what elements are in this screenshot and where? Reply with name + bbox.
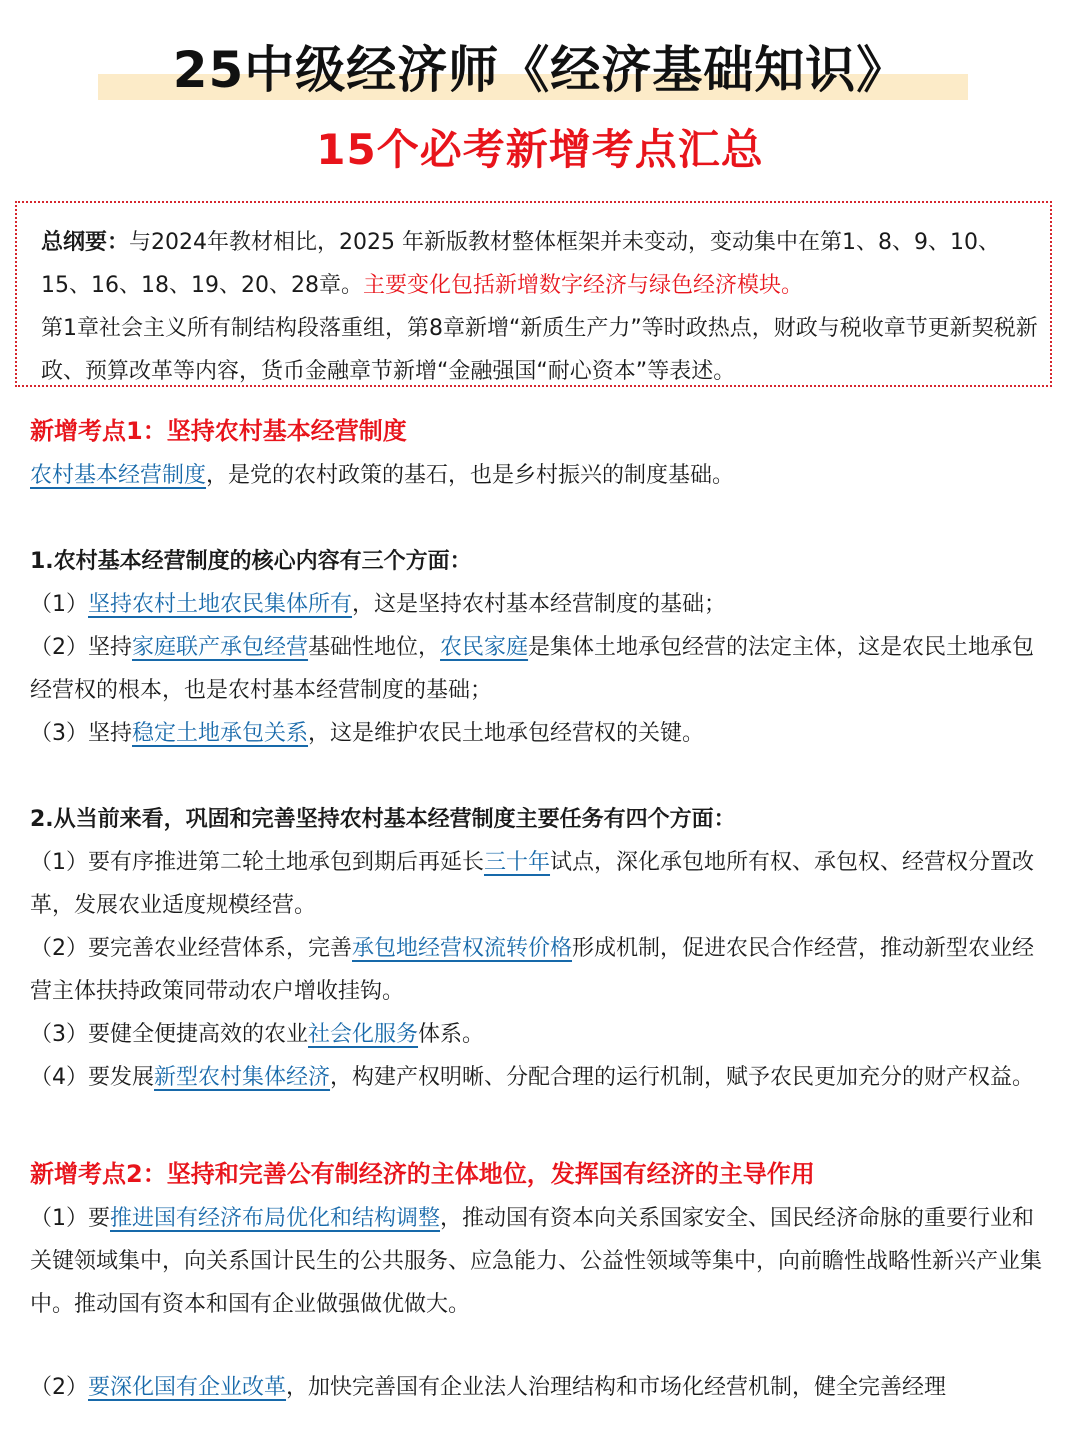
item-text: 试点，深化承包地所有权、承包权、经营权分置改革，发展农业适度规模经营。 [30, 850, 1035, 918]
keyword: 承包地经营权流转价格 [352, 936, 573, 961]
list-item [30, 1013, 1050, 1056]
page-subtitle: 15个必考新增考点汇总 [316, 125, 764, 174]
item-text: 是集体土地承包经营的法定主体，这是农民土地承包经营权的根本，也是农村基本经营制度的基础； [30, 635, 1035, 703]
keyword: 新型农村集体经济 [154, 1065, 331, 1090]
spacer [30, 755, 1050, 798]
item-text: ，这是坚持农村基本经营制度的基础； [352, 592, 727, 617]
item-text: ，构建产权明晰、分配合理的运行机制，赋予农民更加充分的财产权益。 [330, 1065, 1035, 1090]
keyword: 要深化国有企业改革 [88, 1375, 287, 1400]
item-text: 形成机制，促进农民合作经营，推动新型农业经营主体扶持政策同带动农户增收挂钩。 [30, 936, 1035, 1004]
summary-paragraph-1 [41, 221, 1038, 307]
keyword: 社会化服务 [308, 1022, 419, 1047]
summary-paragraph-2: 第1章社会主义所有制结构段落重组，第8章新增“新质生产力”等时政热点，财政与税收章节更新契税新政、预算改革等内容，货币金融章节新增“金融强国“耐心资本”等表述。 [41, 316, 1038, 384]
list-item [30, 1056, 1050, 1099]
keyword: 三十年 [484, 850, 551, 875]
item-prefix: （3）要健全便捷高效的农业 [30, 1022, 308, 1047]
summary-highlight: 主要变化包括新增数字经济与绿色经济模块。 [362, 273, 803, 298]
item-text: ，加快完善国有企业法人治理结构和市场化经营机制，健全完善经理 [286, 1375, 947, 1400]
title-block [0, 36, 1080, 106]
main-content [30, 408, 1050, 1409]
page-title: 25中级经济师《经济基础知识》 [172, 41, 908, 99]
item-prefix: （3）坚持 [30, 721, 132, 746]
section-1-heading: 新增考点1：坚持农村基本经营制度 [30, 417, 407, 445]
keyword: 推进国有经济布局优化和结构调整 [110, 1206, 441, 1231]
item-prefix: （1）要 [30, 1206, 110, 1231]
item-prefix: （1） [30, 592, 88, 617]
section-1-intro [30, 454, 1050, 497]
keyword: 农村基本经营制度 [30, 463, 207, 488]
item-prefix: （4）要发展 [30, 1065, 154, 1090]
keyword: 稳定土地承包关系 [132, 721, 309, 746]
intro-text: ，是党的农村政策的基石，也是乡村振兴的制度基础。 [206, 463, 735, 488]
item-text: ，这是维护农民土地承包经营权的关键。 [308, 721, 705, 746]
section-2-heading: 新增考点2：坚持和完善公有制经济的主体地位，发挥国有经济的主导作用 [30, 1160, 815, 1188]
list-item [30, 626, 1050, 712]
item-prefix: （2） [30, 1375, 88, 1400]
item-prefix: （2）坚持 [30, 635, 132, 660]
item-prefix: （2）要完善农业经营体系，完善 [30, 936, 352, 961]
section-1-part-2-title: 2.从当前来看，巩固和完善坚持农村基本经营制度主要任务有四个方面： [30, 807, 736, 832]
list-item [30, 841, 1050, 927]
keyword: 农民家庭 [440, 635, 529, 660]
spacer [30, 1099, 1050, 1151]
item-prefix: （1）要有序推进第二轮土地承包到期后再延长 [30, 850, 484, 875]
list-item [30, 583, 1050, 626]
section-1-part-1-title: 1.农村基本经营制度的核心内容有三个方面： [30, 549, 472, 574]
keyword: 家庭联产承包经营 [132, 635, 309, 660]
keyword: 坚持农村土地农民集体所有 [88, 592, 353, 617]
item-text: 体系。 [418, 1022, 485, 1047]
summary-label: 总纲要： [41, 230, 130, 255]
list-item [30, 1366, 1050, 1409]
spacer [30, 497, 1050, 540]
spacer [30, 1326, 1050, 1366]
list-item [30, 927, 1050, 1013]
item-text: 基础性地位， [308, 635, 441, 660]
summary-text-1: 与2024年教材相比，2025 年新版教材整体框架并未变动，变动集中在第1、8、9、10、15、16、18、19、20、28章。 [41, 230, 1000, 298]
list-item [30, 1197, 1050, 1326]
item-text: ，推动国有资本向关系国家安全、国民经济命脉的重要行业和关键领域集中，向关系国计民生的公共服务、应急能力、公益性领域等集中，向前瞻性战略性新兴产业集中。推动国有资本和国有企业做强做优做大。 [30, 1206, 1043, 1317]
list-item [30, 712, 1050, 755]
summary-box [15, 201, 1052, 387]
